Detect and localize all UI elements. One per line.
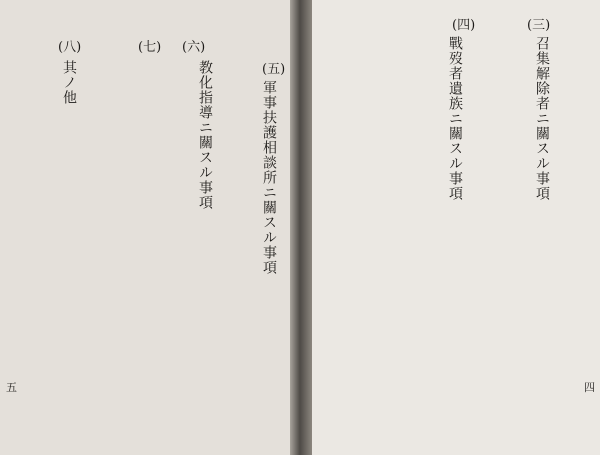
section-number: (七) [138, 40, 162, 55]
section-title: 教化指導ニ關スル事項 [197, 60, 213, 210]
section-number: (三) [527, 18, 551, 33]
section-title: 其ノ他 [61, 60, 77, 105]
page-folio: 四 [584, 381, 595, 394]
section-number: (四) [452, 18, 476, 33]
section-title: 軍事扶護相談所ニ關スル事項 [261, 80, 277, 275]
section-title: 戰歿者遺族ニ關スル事項 [447, 36, 463, 201]
section-number: (六) [182, 40, 206, 55]
section-number: (五) [262, 62, 286, 77]
section-number: (八) [58, 40, 82, 55]
section-title: 召集解除者ニ關スル事項 [534, 36, 550, 201]
left-page [0, 0, 296, 455]
page-folio: 五 [6, 381, 17, 394]
book-gutter [290, 0, 312, 455]
